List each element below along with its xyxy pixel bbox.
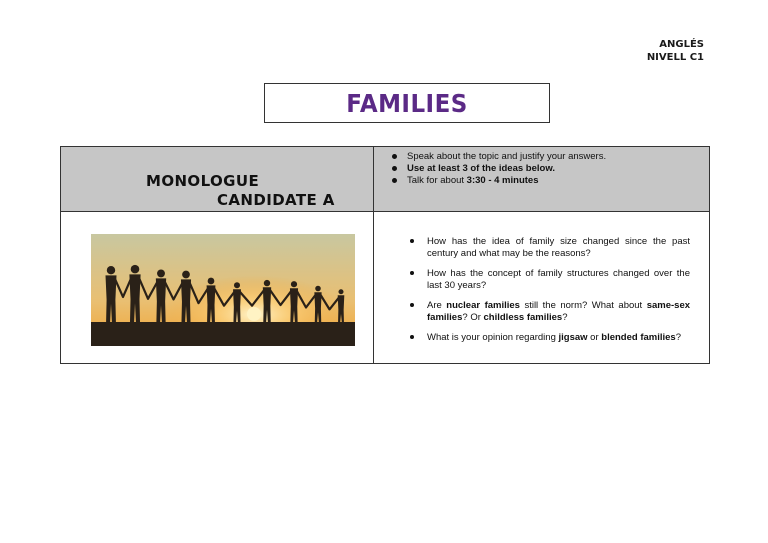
instruction-item [392,175,702,187]
subject-label: ANGLÉS [659,39,704,50]
question-text: What is your opinion regarding [427,332,559,343]
question-text: ? Or [462,311,484,323]
question-text: How has the concept of family structures changed over the last 30 years? [427,268,690,291]
question-text: same-sex families [427,300,691,323]
question-item [410,332,690,344]
candidate-label: CANDIDATE A [217,191,335,209]
bullet-icon [392,166,397,171]
question-item [410,300,690,323]
instruction-item [392,151,702,163]
family-silhouette-sunset-photo [91,234,355,346]
monologue-label: MONOLOGUE [146,172,260,190]
question-item [410,268,690,291]
task-table [60,146,710,364]
question-text: ? [675,332,682,343]
level-label: NIVELL C1 [646,52,704,63]
bullet-icon [410,303,414,307]
monologue-heading-cell [61,147,374,212]
question-text: How has the idea of family size changed since the past century and what may be the reasons? [427,236,690,259]
questions-list [410,236,690,353]
instruction-text: Talk for about [407,175,467,186]
question-text: nuclear families [446,300,520,311]
title-box [264,83,550,123]
question-text: blended families [601,332,676,343]
instructions-list [392,151,702,187]
photo-cell [61,212,374,363]
question-text: or [587,332,602,343]
instruction-text: 3:30 - 4 minutes [466,175,539,186]
page-title: FAMILIES [346,88,468,118]
instruction-text: Speak about the topic and justify your answers. [407,151,607,162]
bullet-icon [410,271,414,275]
bullet-icon [410,335,414,339]
question-text: ? [562,311,568,323]
question-text: childless families [483,311,563,323]
bullet-icon [392,178,397,183]
question-text: still the norm? What about [519,300,647,311]
question-item [410,236,690,259]
instruction-item [392,163,702,175]
bullet-icon [410,239,414,243]
question-text: Are [427,300,447,311]
bullet-icon [392,154,397,159]
instructions-cell [374,147,709,212]
question-text: jigsaw [558,332,588,343]
instruction-text: Use at least 3 of the ideas below. [407,163,556,174]
course-header [647,38,704,64]
questions-cell [374,212,709,363]
